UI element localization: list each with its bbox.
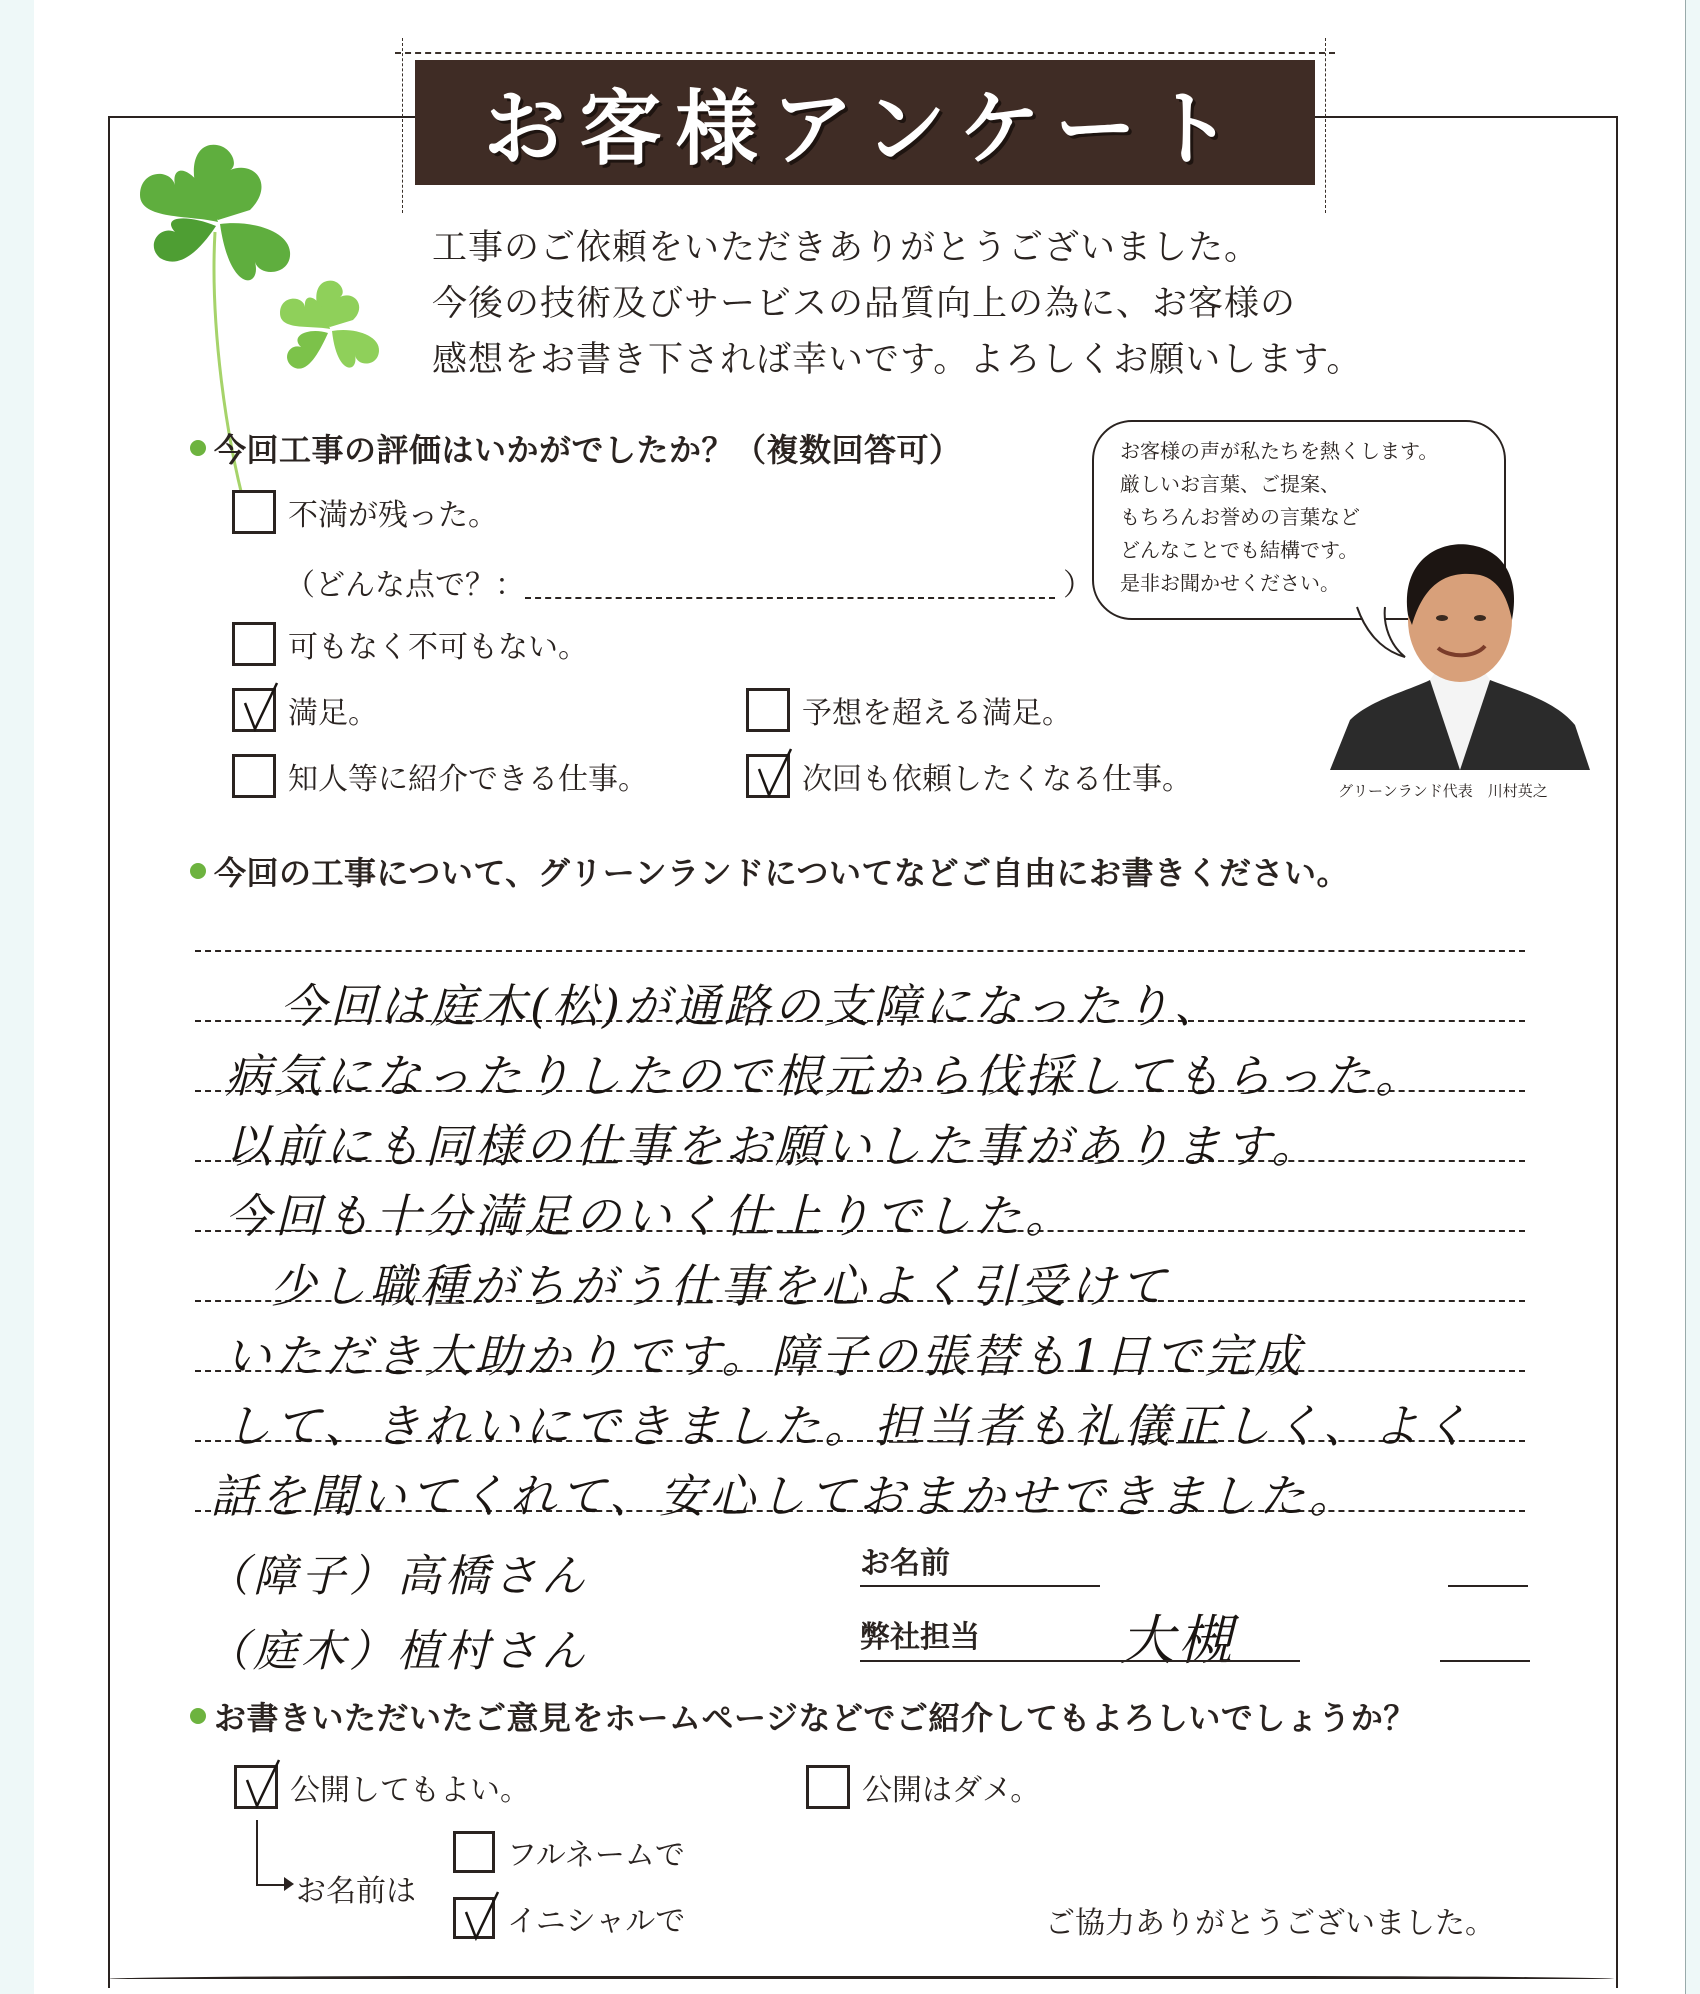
title-banner	[415, 60, 1315, 185]
ruled-line	[195, 950, 1525, 952]
q1-reason-prompt	[285, 560, 525, 604]
q1-option-neutral[interactable]	[232, 622, 588, 666]
checkbox[interactable]	[232, 622, 276, 666]
reason-prompt-text: （どんな点で？：	[285, 568, 525, 603]
title-guide-top	[395, 52, 1335, 54]
q1-reason-input[interactable]	[525, 597, 1055, 599]
bubble-line: お客様の声が私たちを熱くします。	[1120, 439, 1439, 463]
checkbox-checked[interactable]	[234, 1765, 278, 1809]
page-title: お客様アンケート	[483, 82, 1247, 177]
q2-heading	[190, 848, 1349, 894]
name-field-end	[1448, 1585, 1528, 1587]
q3-option-publish-ok[interactable]	[234, 1765, 530, 1809]
checkbox-checked[interactable]	[232, 688, 276, 732]
intro-line: 今後の技術及びサービスの品質向上の為に、お客様の	[432, 284, 1297, 324]
q3-heading-text: お書きいただいたご意見をホームページなどでご紹介してもよろしいでしょうか？	[214, 1699, 1416, 1737]
q1-option-recommendable[interactable]	[232, 754, 648, 798]
q3-name-initials[interactable]	[453, 1896, 685, 1940]
intro-line: 感想をお書き下されば幸いです。よろしくお願いします。	[432, 340, 1363, 380]
option-label: 次回も依頼したくなる仕事。	[802, 762, 1192, 797]
name-label: お名前	[860, 1546, 950, 1581]
q1-option-dissatisfied[interactable]	[232, 490, 498, 534]
q1-option-request-again[interactable]	[746, 754, 1192, 798]
checkbox[interactable]	[806, 1765, 850, 1809]
comment-line-text: いただき大助かりです。障子の張替も1日で完成	[225, 1329, 1305, 1383]
comment-line-text: 少し職種がちがう仕事を心よく引受けて	[270, 1259, 1170, 1313]
comment-line-text: して、きれいにできました。担当者も礼儀正しく、よく	[225, 1399, 1474, 1453]
q3-name-fullname[interactable]	[453, 1830, 685, 1874]
option-label: 公開してもよい。	[290, 1773, 530, 1808]
option-label: 予想を超える満足。	[802, 696, 1072, 731]
thanks-message: ご協力ありがとうございました。	[1045, 1906, 1495, 1941]
clover-small-icon	[275, 275, 385, 385]
handwritten-note: （庭木）植村さん	[205, 1626, 589, 1677]
option-label: フルネームで	[507, 1838, 685, 1873]
q2-heading-text: 今回の工事について、グリーンランドについてなどご自由にお書きください。	[214, 854, 1349, 892]
handwritten-note: （障子）高橋さん	[205, 1551, 589, 1602]
q1-heading	[190, 425, 962, 471]
option-label: 可もなく不可もない。	[288, 630, 588, 665]
bubble-line: 厳しいお言葉、ご提案、	[1120, 472, 1340, 496]
name-field[interactable]	[860, 1585, 1100, 1587]
scan-edge-right	[1685, 0, 1700, 1994]
staff-value: 大槻	[1120, 1609, 1236, 1672]
q3-option-publish-no[interactable]	[806, 1765, 1040, 1809]
check-icon	[239, 681, 279, 733]
checkbox[interactable]	[746, 688, 790, 732]
option-label: 知人等に紹介できる仕事。	[288, 762, 648, 797]
form-frame-bottom	[108, 1976, 1614, 1979]
comment-line-text: 今回も十分満足のいく仕上りでした。	[225, 1189, 1075, 1243]
checkbox-checked[interactable]	[453, 1897, 495, 1939]
q1-option-beyond-expectations[interactable]	[746, 688, 1072, 732]
staff-label: 弊社担当	[860, 1620, 980, 1655]
checkbox[interactable]	[453, 1831, 495, 1873]
reason-close-paren: ）	[1063, 568, 1093, 603]
representative-portrait	[1330, 530, 1590, 770]
checkbox[interactable]	[232, 490, 276, 534]
title-guide-left	[402, 38, 403, 213]
q1-option-satisfied[interactable]	[232, 688, 378, 732]
staff-field[interactable]	[860, 1660, 1300, 1662]
bullet-icon	[190, 863, 206, 879]
check-icon	[241, 1758, 281, 1810]
arrow-right-icon	[284, 1877, 294, 1891]
q1-heading-text: 今回工事の評価はいかがでしたか？（複数回答可）	[214, 431, 962, 469]
staff-field-end	[1440, 1660, 1530, 1662]
checkbox-checked[interactable]	[746, 754, 790, 798]
option-label: 不満が残った。	[288, 498, 498, 533]
bubble-line: もちろんお誉めの言葉など	[1120, 505, 1360, 529]
bubble-line: 是非お聞かせください。	[1120, 571, 1340, 595]
bubble-line: どんなことでも結構です。	[1120, 538, 1359, 562]
representative-caption: グリーンランド代表 川村英之	[1338, 782, 1548, 800]
intro-line: 工事のご依頼をいただきありがとうございました。	[432, 228, 1261, 268]
comment-line-text: 今回は庭木(松)が通路の支障になったり、	[280, 979, 1224, 1033]
option-label: 満足。	[288, 696, 378, 731]
checkbox[interactable]	[232, 754, 276, 798]
q3-heading	[190, 1693, 1416, 1739]
check-icon	[460, 1890, 500, 1942]
option-label: 公開はダメ。	[862, 1773, 1041, 1808]
comment-line-text: 以前にも同様の仕事をお願いした事があります。	[225, 1119, 1322, 1173]
scan-edge-left	[0, 0, 34, 1994]
check-icon	[753, 747, 793, 799]
intro-text	[432, 220, 1362, 388]
bullet-icon	[190, 440, 206, 456]
bullet-icon	[190, 1708, 206, 1724]
name-format-label: お名前は	[296, 1874, 416, 1909]
option-label: イニシャルで	[507, 1904, 686, 1939]
comment-line-text: 話を聞いてくれて、安心しておまかせできました。	[210, 1469, 1360, 1523]
title-guide-right	[1325, 38, 1326, 213]
comment-line-text: 病気になったりしたので根元から伐採してもらった。	[225, 1049, 1425, 1103]
